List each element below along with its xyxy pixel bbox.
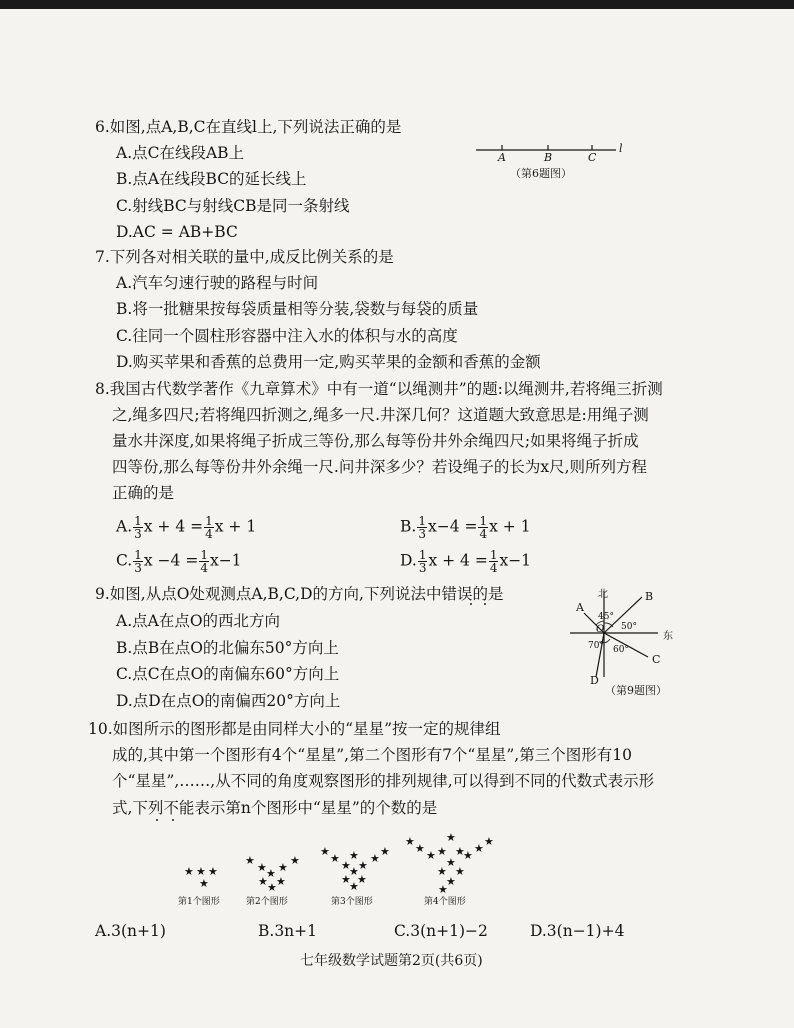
q6-figure-caption: （第6题图） <box>510 167 572 180</box>
star-icon: ★ <box>446 856 456 869</box>
q8-option-a-right: x + 1 <box>214 517 257 536</box>
star-icon: ★ <box>358 859 368 872</box>
star-icon: ★ <box>455 845 465 858</box>
q8-option-c-right: x−1 <box>209 551 242 570</box>
fraction-numerator: 1 <box>418 548 427 562</box>
star-icon: ★ <box>463 849 473 862</box>
q9-option-c: C.点C在点O的南偏东60°方向上 <box>116 665 340 683</box>
fraction-numerator: 1 <box>134 548 142 562</box>
q10-option-d: D.3(n−1)+4 <box>530 922 625 940</box>
q8-line-4: 四等份,那么每等份井外余绳一尺.问井深多少？若设绳子的长为x尺,则所列方程 <box>112 458 648 476</box>
q6-stem: 6.如图,点A,B,C在直线l上,下列说法正确的是 <box>95 118 402 136</box>
q9-option-b: B.点B在点O的北偏东50°方向上 <box>116 639 339 657</box>
q10-line-4: 式,下列不能表示第n个图形中“星星”的个数的是 <box>112 799 438 817</box>
page-footer: 七年级数学试题第2页(共6页) <box>300 953 483 969</box>
star-icon: ★ <box>437 865 447 878</box>
q9-angle-50: 50° <box>621 622 637 632</box>
fraction-one-quarter <box>478 515 488 540</box>
star-icon: ★ <box>184 865 194 878</box>
q9-origin-label: O <box>596 624 605 635</box>
star-icon: ★ <box>320 845 330 858</box>
q10-figure-3-label: 第3个图形 <box>331 897 373 907</box>
q7-option-c: C.往同一个圆柱形容器中注入水的体积与水的高度 <box>116 327 458 345</box>
star-icon: ★ <box>258 875 268 888</box>
star-icon: ★ <box>370 852 380 865</box>
fraction-one-third <box>417 515 427 540</box>
fraction-denominator: 4 <box>205 527 213 541</box>
q8-option-d-letter: D. <box>400 551 417 570</box>
q10-figure-2-label: 第2个图形 <box>246 897 288 907</box>
fraction-denominator: 3 <box>134 527 142 541</box>
q9-point-b-label: B <box>645 590 654 603</box>
q8-line-1: 8.我国古代数学著作《九章算术》中有一道“以绳测井”的题:以绳测井,若将绳三折测 <box>95 380 663 398</box>
q9-east-label: 东 <box>663 631 673 642</box>
fraction-denominator: 4 <box>489 561 498 575</box>
star-icon: ★ <box>405 835 415 848</box>
star-icon: ★ <box>199 877 209 890</box>
fraction-one-third <box>133 549 143 574</box>
fraction-numerator: 1 <box>134 514 142 528</box>
q7-stem: 7.下列各对相关联的量中,成反比例关系的是 <box>95 248 394 266</box>
emphasis-dot <box>156 819 158 821</box>
q8-option-a <box>116 515 256 540</box>
q7-option-b: B.将一批糖果按每袋质量相等分装,袋数与每袋的质量 <box>116 300 479 318</box>
q6-option-d: D.AC = AB+BC <box>116 223 238 241</box>
q8-option-c <box>116 549 242 574</box>
star-icon: ★ <box>426 849 436 862</box>
star-icon: ★ <box>349 849 359 862</box>
q6-point-b-label: B <box>544 151 553 164</box>
star-icon: ★ <box>245 854 255 867</box>
star-icon: ★ <box>446 831 456 844</box>
emphasis-dot <box>484 603 486 605</box>
star-icon: ★ <box>267 881 277 894</box>
star-icon: ★ <box>349 865 359 878</box>
q8-line-3: 量水井深度,如果将绳子折成三等份,那么每等份井外余绳四尺;如果将绳子折成 <box>112 432 639 450</box>
q9-angle-45: 45° <box>598 612 614 622</box>
star-icon: ★ <box>266 867 276 880</box>
q9-angle-60: 60° <box>613 645 629 655</box>
star-icon: ★ <box>380 845 390 858</box>
q7-option-a: A.汽车匀速行驶的路程与时间 <box>116 274 319 292</box>
fraction-denominator: 3 <box>418 527 426 541</box>
fraction-numerator: 1 <box>205 514 213 528</box>
q8-option-c-letter: C. <box>116 551 133 570</box>
q6-line-l-label: l <box>619 142 623 155</box>
q7-option-d: D.购买苹果和香蕉的总费用一定,购买苹果的金额和香蕉的金额 <box>116 353 541 371</box>
q8-line-2: 之,绳多四尺;若将绳四折测之,绳多一尺.井深几何？这道题大致意思是:用绳子测 <box>112 406 649 424</box>
star-icon: ★ <box>330 852 340 865</box>
star-icon: ★ <box>484 835 494 848</box>
fraction-denominator: 4 <box>479 527 488 541</box>
q9-point-d-label: D <box>590 674 599 687</box>
q10-line-1: 10.如图所示的图形都是由同样大小的“星星”按一定的规律组 <box>88 720 501 738</box>
q9-stem: 9.如图,从点O处观测点A,B,C,D的方向,下列说法中错误的是 <box>95 585 504 603</box>
fraction-numerator: 1 <box>479 514 488 528</box>
q8-option-b-letter: B. <box>400 517 417 536</box>
fraction-numerator: 1 <box>200 548 208 562</box>
emphasis-dot <box>172 819 174 821</box>
q10-figure-1-label: 第1个图形 <box>178 897 220 907</box>
q8-option-b-right: x + 1 <box>489 517 531 536</box>
star-icon: ★ <box>257 861 267 874</box>
star-icon: ★ <box>278 861 288 874</box>
star-icon: ★ <box>437 845 447 858</box>
q6-point-a-label: A <box>498 151 506 164</box>
star-icon: ★ <box>341 873 351 886</box>
q10-option-c: C.3(n+1)−2 <box>394 922 488 940</box>
fraction-denominator: 3 <box>134 561 142 575</box>
q10-line-2: 成的,其中第一个图形有4个“星星”,第二个图形有7个“星星”,第三个图形有10 <box>112 746 632 764</box>
fraction-one-third <box>133 515 143 540</box>
q8-option-d-right: x−1 <box>499 551 532 570</box>
star-icon: ★ <box>208 865 218 878</box>
q6-option-a: A.点C在线段AB上 <box>116 144 245 162</box>
q6-point-c-label: C <box>588 151 597 164</box>
q9-figure-caption: （第9题图） <box>605 684 667 697</box>
q8-option-d <box>400 549 531 574</box>
star-icon: ★ <box>357 873 367 886</box>
star-icon: ★ <box>196 865 206 878</box>
q8-option-a-left: x + 4 = <box>143 517 204 536</box>
q8-option-b-left: x−4 = <box>427 517 478 536</box>
star-icon: ★ <box>415 842 425 855</box>
star-icon: ★ <box>438 883 448 896</box>
q9-option-d: D.点D在点O的南偏西20°方向上 <box>116 692 341 710</box>
scan-top-border <box>0 0 794 9</box>
fraction-denominator: 4 <box>200 561 208 575</box>
q6-option-b: B.点A在线段BC的延长线上 <box>116 170 307 188</box>
q8-option-c-left: x −4 = <box>143 551 199 570</box>
q9-option-a: A.点A在点O的西北方向 <box>116 612 281 630</box>
star-icon: ★ <box>446 875 456 888</box>
fraction-numerator: 1 <box>489 548 498 562</box>
q9-north-label: 北 <box>598 589 608 600</box>
q8-option-a-letter: A. <box>116 517 133 536</box>
star-icon: ★ <box>455 865 465 878</box>
star-icon: ★ <box>474 842 484 855</box>
q9-angle-70: 70° <box>588 641 604 651</box>
emphasis-dot <box>470 603 472 605</box>
q8-option-b <box>400 515 531 540</box>
star-icon: ★ <box>341 859 351 872</box>
q6-option-c: C.射线BC与射线CB是同一条射线 <box>116 197 350 215</box>
q8-option-d-left: x + 4 = <box>428 551 488 570</box>
fraction-one-quarter <box>489 549 499 574</box>
q9-point-a-label: A <box>576 601 584 614</box>
q9-point-c-label: C <box>652 653 661 666</box>
q10-figure-4-label: 第4个图形 <box>424 897 466 907</box>
fraction-one-quarter <box>204 515 214 540</box>
q10-line-3: 个“星星”,……,从不同的角度观察图形的排列规律,可以得到不同的代数式表示形 <box>112 772 655 790</box>
star-icon: ★ <box>276 875 286 888</box>
fraction-numerator: 1 <box>418 514 426 528</box>
q10-option-b: B.3n+1 <box>258 922 318 940</box>
fraction-denominator: 3 <box>418 561 427 575</box>
q8-line-5: 正确的是 <box>112 484 175 502</box>
fraction-one-third <box>418 549 428 574</box>
star-icon: ★ <box>349 880 359 893</box>
star-icon: ★ <box>290 854 300 867</box>
q10-option-a: A.3(n+1) <box>95 922 166 940</box>
fraction-one-quarter <box>199 549 209 574</box>
